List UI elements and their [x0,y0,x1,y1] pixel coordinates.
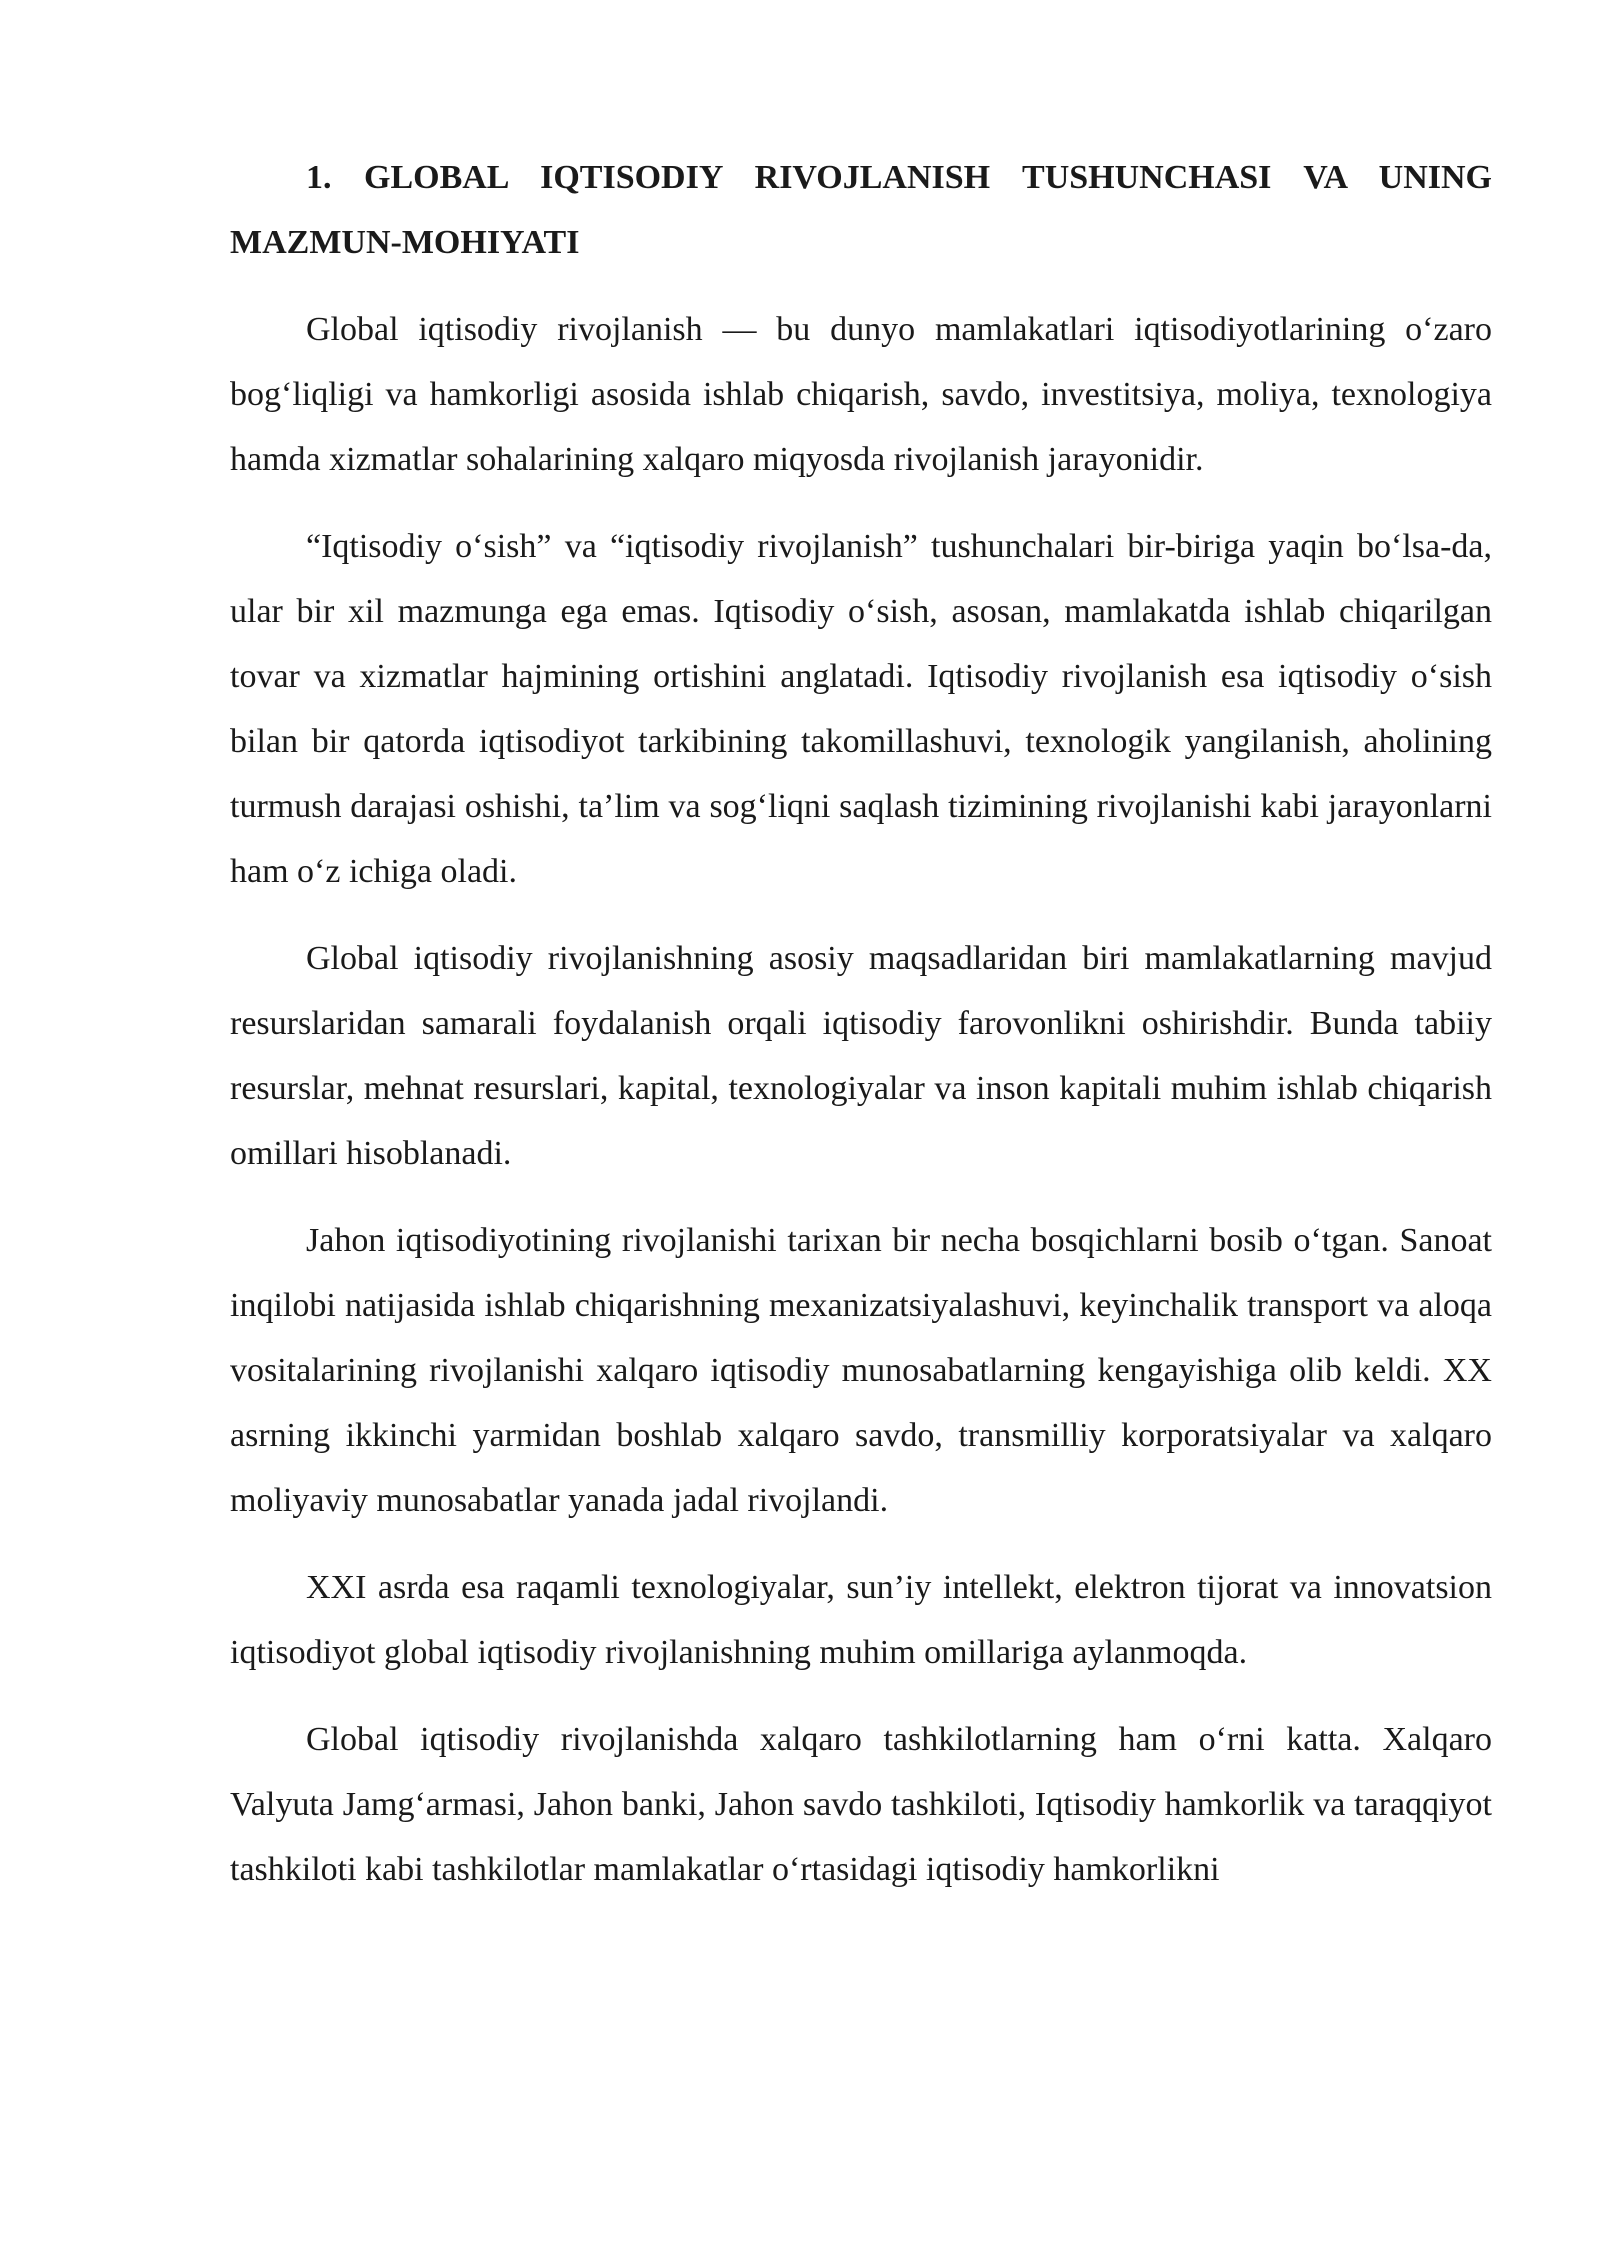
paragraph-4: Jahon iqtisodiyotining rivojlanishi tarixan bir necha bosqichlarni bosib o‘tgan. Sanoat inqilobi natijasida ishlab chiqarishning mexanizatsiyalashuvi, keyinchalik transport va aloqa vositalarining rivojlanishi xalqaro iqtisodiy munosabatlarning kengayishiga olib keldi. XX asrning ikkinchi yarmidan boshlab xalqaro savdo, transmilliy korporatsiyalar va xalqaro moliyaviy munosabatlar yanada jadal rivojlandi. [230,1222,1492,1519]
paragraph-6: Global iqtisodiy rivojlanishda xalqaro tashkilotlarning ham o‘rni katta. Xalqaro Valyuta Jamg‘armasi, Jahon banki, Jahon savdo tashkiloti, Iqtisodiy hamkorlik va taraqqiyot tashkiloti kabi tashkilotlar mamlakatlar o‘rtasidagi iqtisodiy hamkorlikni [230,1721,1492,1888]
paragraph-3: Global iqtisodiy rivojlanishning asosiy maqsadlaridan biri mamlakatlarning mavjud resurslaridan samarali foydalanish orqali iqtisodiy farovonlikni oshirishdir. Bunda tabiiy resurslar, mehnat resurslari, kapital, texnologiyalar va inson kapitali muhim ishlab chiqarish omillari hisoblanadi. [230,940,1492,1172]
document-body [230,145,1492,1924]
section-heading: 1. GLOBAL IQTISODIY RIVOJLANISH TUSHUNCHASI VA UNING MAZMUN-MOHIYATI [230,159,1492,261]
paragraph-2: “Iqtisodiy o‘sish” va “iqtisodiy rivojlanish” tushunchalari bir-biriga yaqin bo‘lsa-da, ular bir xil mazmunga ega emas. Iqtisodiy o‘sish, asosan, mamlakatda ishlab chiqarilgan tovar va xizmatlar hajmining ortishini anglatadi. Iqtisodiy rivojlanish esa iqtisodiy o‘sish bilan bir qatorda iqtisodiyot tarkibining takomillashuvi, texnologik yangilanish, aholining turmush darajasi oshishi, ta’lim va sog‘liqni saqlash tizimining rivojlanishi kabi jarayonlarni ham o‘z ichiga oladi. [230,528,1492,890]
paragraph-1: Global iqtisodiy rivojlanish — bu dunyo mamlakatlari iqtisodiyotlarining o‘zaro bog‘liqligi va hamkorligi asosida ishlab chiqarish, savdo, investitsiya, moliya, texnologiya hamda xizmatlar sohalarining xalqaro miqyosda rivojlanish jarayonidir. [230,311,1492,478]
paragraph-5: XXI asrda esa raqamli texnologiyalar, sun’iy intellekt, elektron tijorat va innovatsion iqtisodiyot global iqtisodiy rivojlanishning muhim omillariga aylanmoqda. [230,1569,1492,1671]
